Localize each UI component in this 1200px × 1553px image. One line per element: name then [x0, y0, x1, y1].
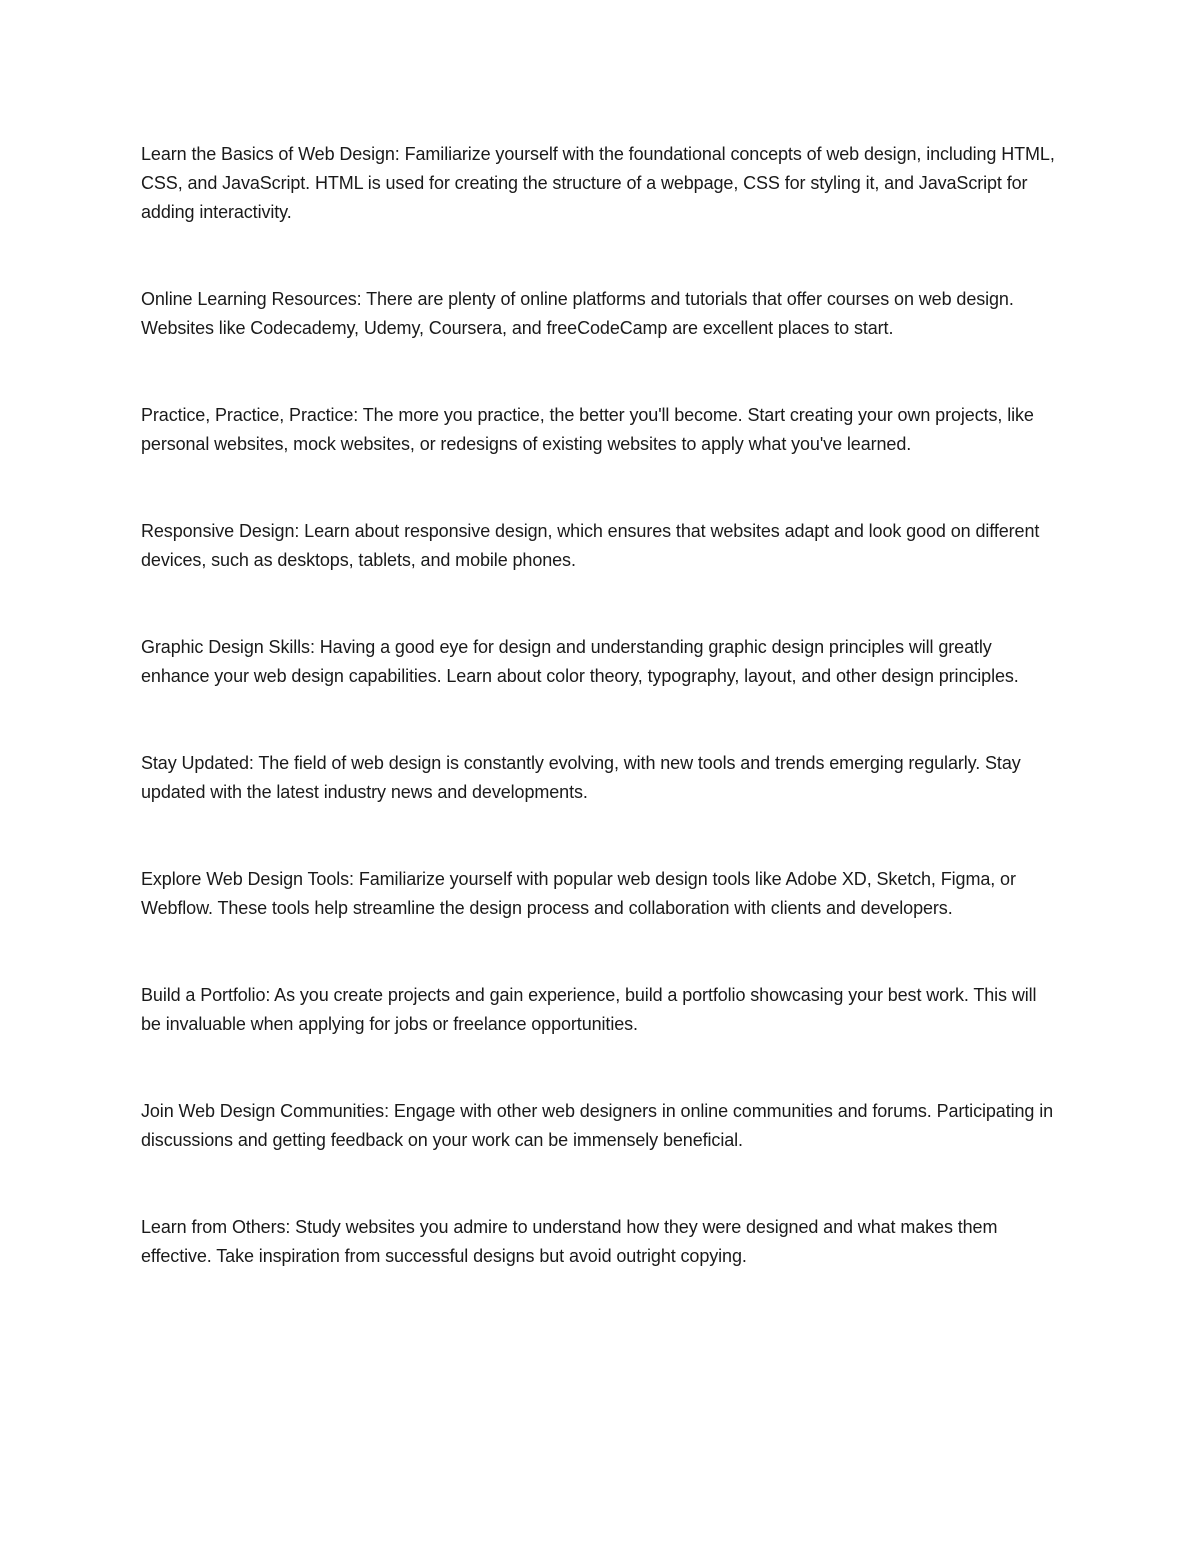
paragraph-portfolio: Build a Portfolio: As you create projects and gain experience, build a portfolio showcasing your best work. This will be invaluable when applying for jobs or freelance opportunities. — [141, 985, 1037, 1034]
paragraph-learn-from-others: Learn from Others: Study websites you admire to understand how they were designed and what makes them effective. Take inspiration from successful designs but avoid outright copying. — [141, 1217, 998, 1266]
paragraph-practice: Practice, Practice, Practice: The more you practice, the better you'll become. Start creating your own projects, like personal websites, mock websites, or redesigns of existing websites to apply what you've learned. — [141, 405, 1034, 454]
paragraph-design-tools: Explore Web Design Tools: Familiarize yourself with popular web design tools like Adobe XD, Sketch, Figma, or Webflow. These tools help streamline the design process and collaboration with clients and developers. — [141, 869, 1016, 918]
paragraph-stay-updated: Stay Updated: The field of web design is constantly evolving, with new tools and trends emerging regularly. Stay updated with the latest industry news and developments. — [141, 753, 1021, 802]
paragraph-learn-basics: Learn the Basics of Web Design: Familiarize yourself with the foundational concepts of web design, including HTML, CSS, and JavaScript. HTML is used for creating the structure of a webpage, CSS for styling it, and JavaScript for adding interactivity. — [141, 144, 1055, 222]
paragraph-online-resources: Online Learning Resources: There are plenty of online platforms and tutorials that offer courses on web design. Websites like Codecademy, Udemy, Coursera, and freeCodeCamp are excellent places to start. — [141, 289, 1014, 338]
paragraph-responsive-design: Responsive Design: Learn about responsive design, which ensures that websites adapt and look good on different devices, such as desktops, tablets, and mobile phones. — [141, 521, 1040, 570]
paragraph-communities: Join Web Design Communities: Engage with other web designers in online communities and forums. Participating in discussions and getting feedback on your work can be immensely beneficial. — [141, 1101, 1054, 1150]
document-body — [141, 140, 1061, 1329]
paragraph-graphic-design: Graphic Design Skills: Having a good eye for design and understanding graphic design principles will greatly enhance your web design capabilities. Learn about color theory, typography, layout, and other design principles. — [141, 637, 1019, 686]
